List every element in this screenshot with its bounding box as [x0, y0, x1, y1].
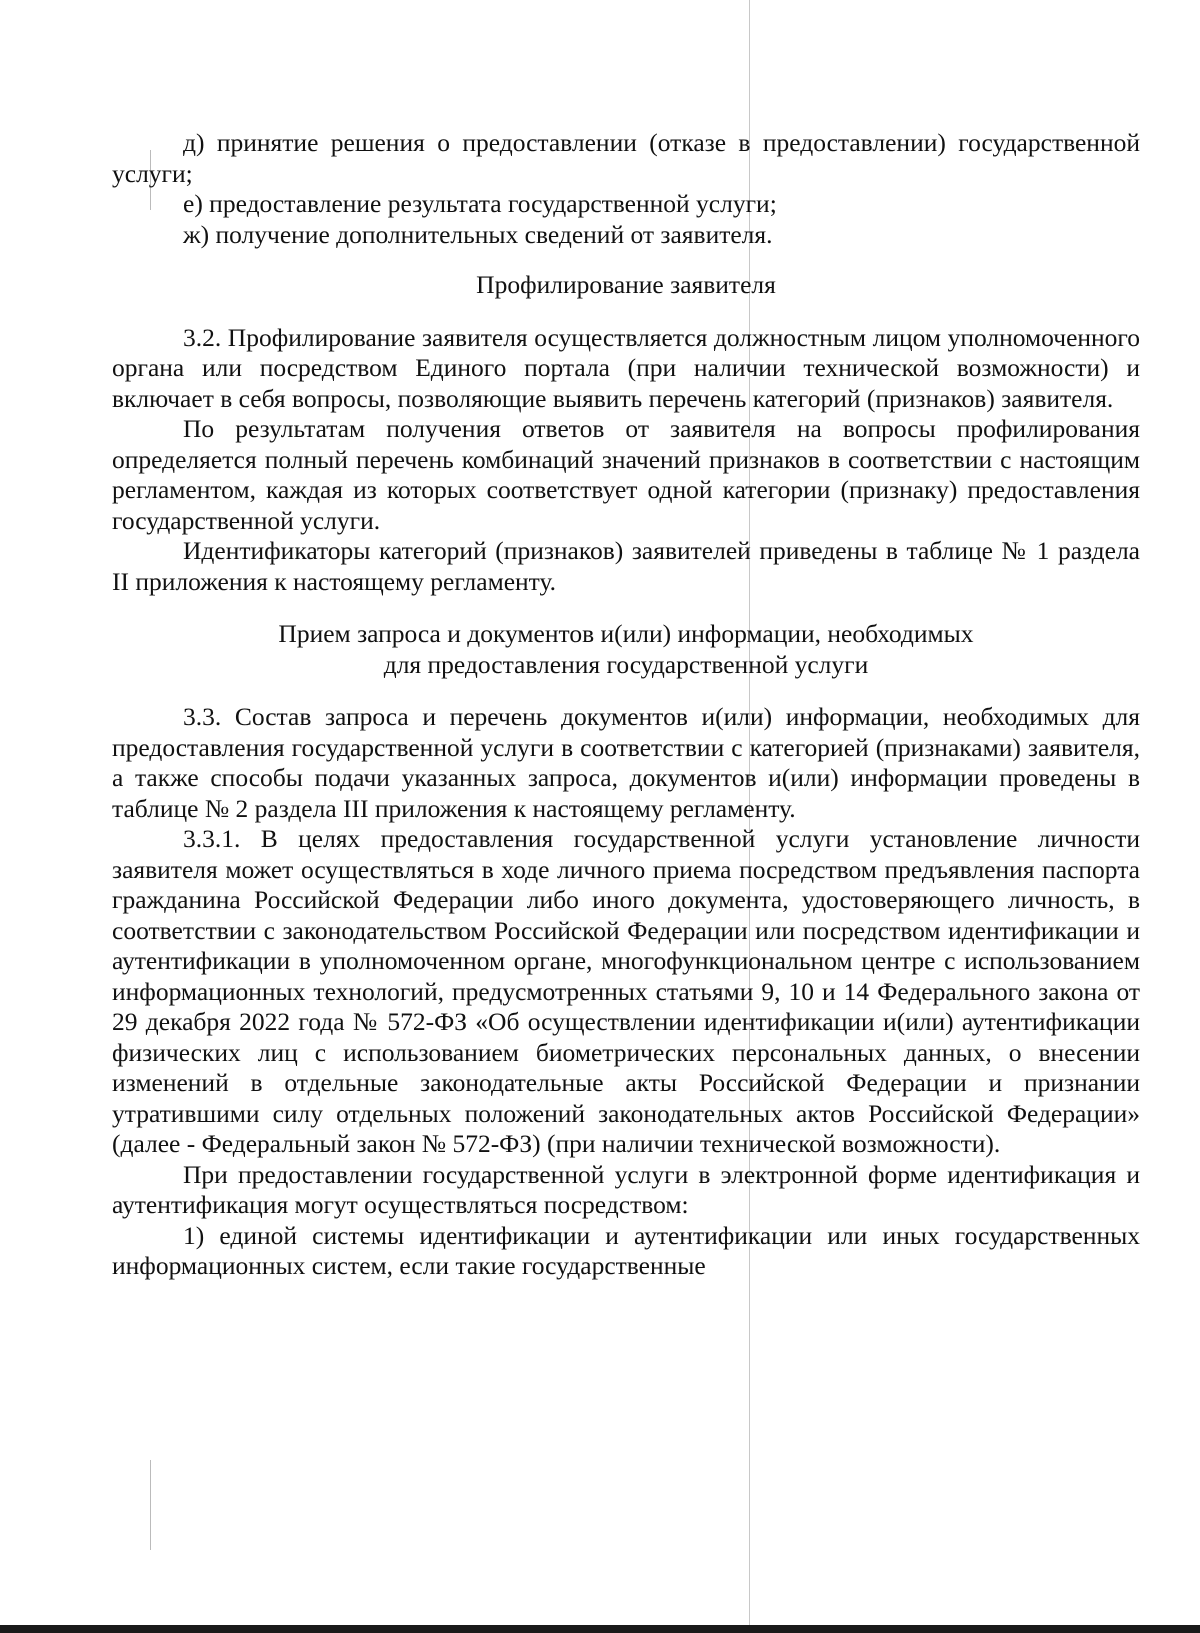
section-heading-request-line2: для предоставления государственной услуги [383, 649, 869, 679]
paragraph-profiling-results: По результатам получения ответов от заявителя на вопросы профилирования определяется полный перечень комбинаций значений признаков в соответствии с настоящим регламентом, каждая из которых соответствует одной категории (признаку) предоставления государственной услуги. [112, 414, 1140, 535]
paragraph-electronic-form: При предоставлении государственной услуги в электронной форме идентификация и аутентификация могут осуществляться посредством: [112, 1159, 1140, 1219]
scan-bottom-edge [0, 1625, 1200, 1633]
section-heading-profiling: Профилирование заявителя [476, 270, 776, 299]
list-item-zh: ж) получение дополнительных сведений от заявителя. [183, 219, 773, 249]
scan-margin-mark [150, 1460, 151, 1550]
section-heading-request-line1: Прием запроса и документов и(или) информации, необходимых [278, 619, 974, 648]
paragraph-3-3: 3.3. Состав запроса и перечень документов и(или) информации, необходимых для предоставления государственной услуги в соответствии с категорией (признаками) заявителя, а также способы подачи указанных запроса, документов и(или) информации проведены в таблице № 2 раздела III приложения к настоящему регламенту. [112, 702, 1140, 823]
list-item-d: д) принятие решения о предоставлении (отказе в предоставлении) государственной услуги; [112, 128, 1140, 188]
list-item-1: 1) единой системы идентификации и аутентификации или иных государственных информационных систем, если такие государственные [112, 1220, 1140, 1280]
paragraph-3-2: 3.2. Профилирование заявителя осуществляется должностным лицом уполномоченного органа или посредством Единого портала (при наличии технической возможности) и включает в себя вопросы, позволяющие выявить перечень категорий (признаков) заявителя. [112, 322, 1140, 413]
paragraph-identifiers: Идентификаторы категорий (признаков) заявителей приведены в таблице № 1 раздела II приложения к настоящему регламенту. [112, 536, 1140, 596]
paragraph-3-3-1: 3.3.1. В целях предоставления государственной услуги установление личности заявителя может осуществляться в ходе личного приема посредством предъявления паспорта гражданина Российской Федерации либо иного документа, удостоверяющего личность, в соответствии с законодательством Российской Федерации или посредством идентификации и аутентификации в уполномоченном органе, многофункциональном центре с использованием информационных технологий, предусмотренных статьями 9, 10 и 14 Федерального закона от 29 декабря 2022 года № 572-ФЗ «Об осуществлении идентификации и(или) аутентификации физических лиц с использованием биометрических персональных данных, о внесении изменений в отдельные законодательные акты Российской Федерации и признании утратившими силу отдельных положений законодательных актов Российской Федерации» (далее - Федеральный закон № 572-ФЗ) (при наличии технической возможности). [112, 824, 1140, 1158]
list-item-e: е) предоставление результата государственной услуги; [183, 189, 777, 218]
document-page [112, 128, 1140, 1282]
